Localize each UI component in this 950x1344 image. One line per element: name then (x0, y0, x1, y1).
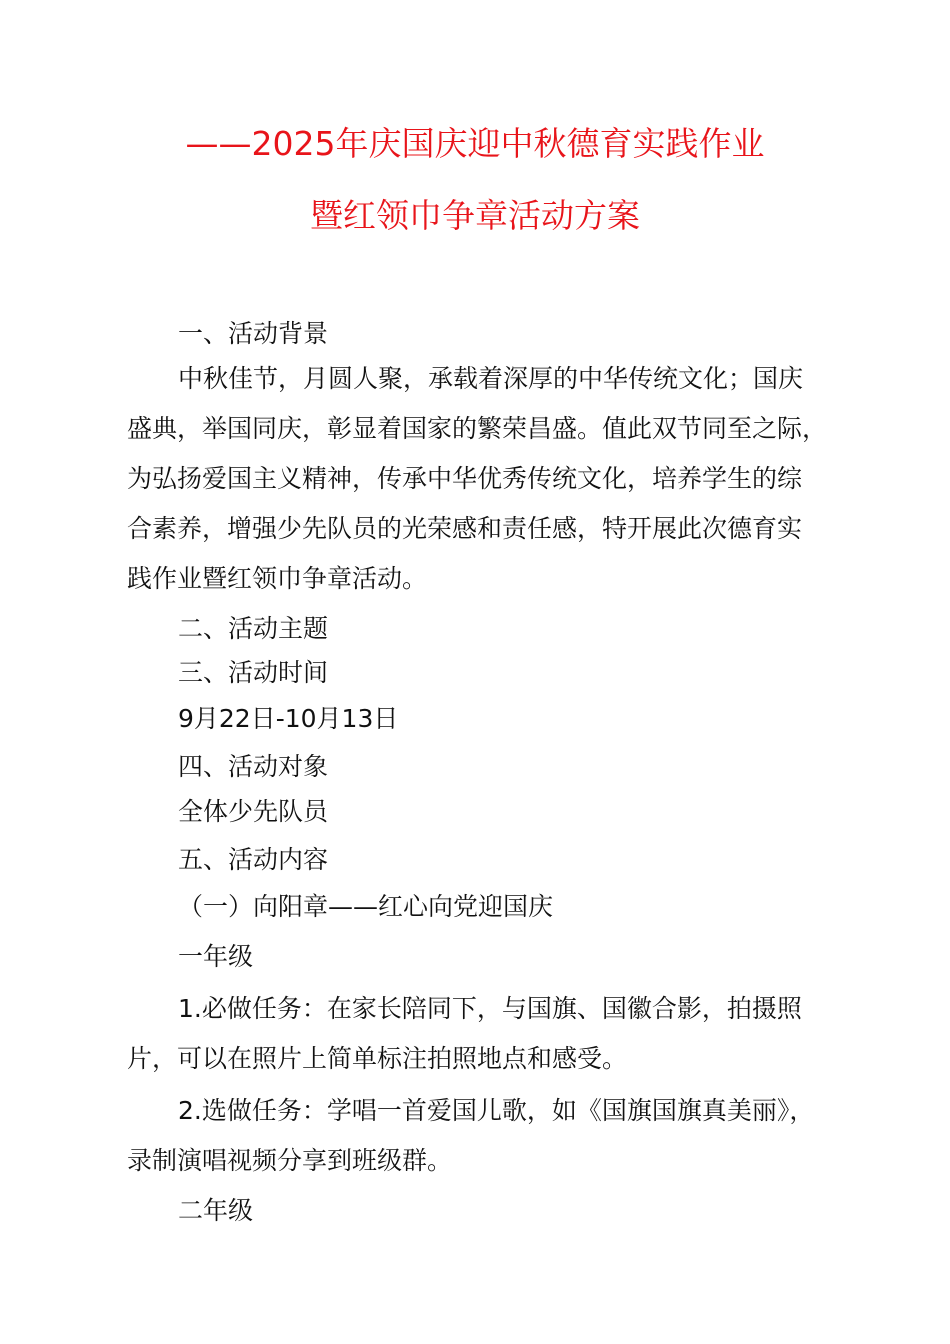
section-heading-background: 一、活动背景 (178, 319, 329, 348)
subsection-heading: （一）向阳章——红心向党迎国庆 (178, 892, 554, 921)
paragraph-line: 为弘扬爱国主义精神，传承中华优秀传统文化，培养学生的综 (127, 464, 803, 493)
paragraph-line: 合素养，增强少先队员的光荣感和责任感，特开展此次德育实 (127, 514, 803, 543)
section-heading-audience: 四、活动对象 (178, 752, 329, 781)
task-line: 录制演唱视频分享到班级群。 (127, 1146, 453, 1175)
task-line: 2.选做任务：学唱一首爱国儿歌，如《国旗国旗真美丽》， (178, 1096, 815, 1125)
paragraph-line: 中秋佳节，月圆人聚，承载着深厚的中华传统文化；国庆 (178, 364, 804, 393)
paragraph-line: 盛典，举国同庆，彰显着国家的繁荣昌盛。值此双节同至之际， (127, 414, 828, 443)
section-heading-time: 三、活动时间 (178, 658, 329, 687)
document-title-line-2: 暨红领巾争章活动方案 (310, 196, 640, 235)
grade-heading: 一年级 (178, 942, 254, 971)
grade-heading: 二年级 (178, 1196, 254, 1225)
paragraph-line: 践作业暨红领巾争章活动。 (127, 564, 428, 593)
section-heading-theme: 二、活动主题 (178, 614, 329, 643)
activity-audience: 全体少先队员 (178, 797, 329, 826)
task-line: 1.必做任务：在家长陪同下，与国旗、国徽合影，拍摄照 (178, 994, 802, 1023)
activity-date-range: 9月22日-10月13日 (178, 704, 399, 733)
task-line: 片，可以在照片上简单标注拍照地点和感受。 (127, 1044, 628, 1073)
document-title-line-1: ——2025年庆国庆迎中秋德育实践作业 (185, 124, 765, 163)
section-heading-content: 五、活动内容 (178, 845, 329, 874)
